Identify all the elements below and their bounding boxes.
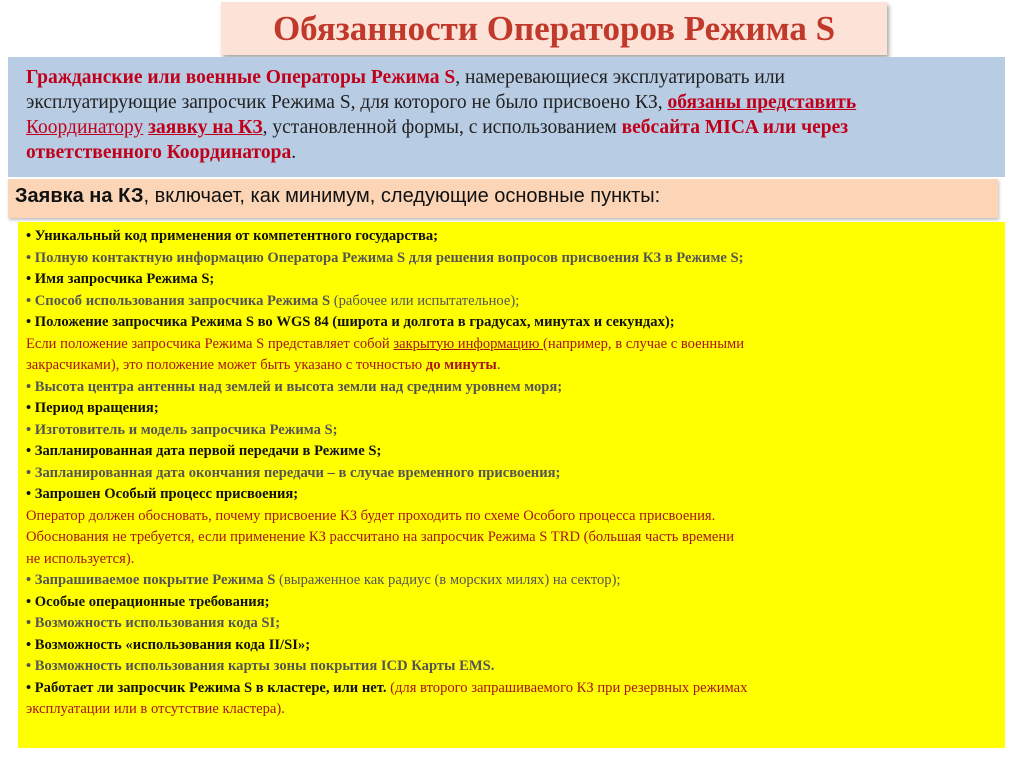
list-item-part: • Работает ли запросчик Режима S в кластере, или нет. xyxy=(26,679,391,696)
list-item: • Изготовитель и модель запросчика Режима S; xyxy=(26,421,338,438)
list-item: • Период вращения; xyxy=(26,400,159,416)
list-item: • Уникальный код применения от компетентного государства; xyxy=(26,228,439,244)
list-note: Обоснования не требуется, если применение КЗ рассчитано на запросчик Режима S TRD (большая часть времени xyxy=(26,529,735,545)
note-part: (например, в случае с военными xyxy=(543,335,745,352)
list-note xyxy=(26,355,997,377)
intro-text-2: эксплуатирующие запросчик Режима S, для которого не было присвоено КЗ, xyxy=(26,92,668,113)
intro-responsible: ответственного Координатора xyxy=(26,142,292,163)
list-item-part: • Запрашиваемое покрытие Режима S xyxy=(26,572,280,588)
requirements-list xyxy=(18,222,1005,748)
intro-paragraph xyxy=(8,57,1005,177)
note-part: закрасчиками), это положение может быть указано с точностью xyxy=(26,357,426,373)
title-box xyxy=(221,2,887,55)
list-note: Оператор должен обосновать, почему присвоение КЗ будет проходить по схеме Особого процесса присвоения. xyxy=(26,507,716,524)
list-item-part: • Способ использования запросчика Режима S xyxy=(26,292,334,309)
list-item-part: (выраженное как радиус (в морских милях) на сектор); xyxy=(279,572,621,588)
intro-text-1: , намеревающиеся эксплуатировать или xyxy=(455,67,785,88)
request-rest: , включает, как минимум, следующие основные пункты: xyxy=(143,185,661,207)
list-item-part: (для второго запрашиваемого КЗ при резервных режимах xyxy=(390,679,748,696)
list-item: • Имя запросчика Режима S; xyxy=(26,271,215,287)
list-note: эксплуатации или в отсутствие кластера). xyxy=(26,701,285,717)
intro-obliged: обязаны представить xyxy=(667,92,857,113)
request-bold: Заявка на КЗ xyxy=(15,185,144,207)
intro-mica: вебсайта MICA или через xyxy=(621,117,849,138)
list-item xyxy=(26,570,997,592)
list-item: • Возможность использования карты зоны покрытия ICD Карты EMS. xyxy=(26,658,495,674)
list-item: • Высота центра антенны над землей и высота земли над средним уровнем моря; xyxy=(26,378,563,395)
note-part: до минуты xyxy=(425,357,497,373)
intro-coordinator: Координатору xyxy=(26,117,144,138)
list-item: • Запланированная дата первой передачи в Режиме S; xyxy=(26,443,382,459)
request-heading xyxy=(8,179,998,218)
list-item: • Положение запросчика Режима S во WGS 84 (широта и долгота в градусах, минутах и секундах); xyxy=(26,314,675,330)
list-item: • Особые операционные требования; xyxy=(26,593,270,610)
list-item xyxy=(26,678,997,700)
list-item: • Запрошен Особый процесс присвоения; xyxy=(26,486,299,502)
note-part: . xyxy=(496,357,501,373)
list-item: • Полную контактную информацию Оператора Режима S для решения вопросов присвоения КЗ в Режиме S; xyxy=(26,249,744,266)
page-title: Обязанности Операторов Режима S xyxy=(272,8,836,48)
intro-operators: Гражданские или военные Операторы Режима S xyxy=(26,67,456,88)
list-item: • Возможность «использования кода II/SI»; xyxy=(26,636,311,653)
list-item: • Запланированная дата окончания передачи – в случае временного присвоения; xyxy=(26,464,561,481)
list-item: • Возможность использования кода SI; xyxy=(26,615,281,631)
list-item xyxy=(26,291,997,313)
intro-period: . xyxy=(291,142,297,163)
intro-request: заявку на КЗ xyxy=(148,117,263,138)
intro-text-3: , установленной формы, с использованием xyxy=(262,117,622,138)
note-part: закрытую информацию xyxy=(393,335,544,352)
note-part: Если положение запросчика Режима S представляет собой xyxy=(26,335,394,352)
list-note xyxy=(26,334,997,356)
list-item-part: (рабочее или испытательное); xyxy=(333,292,520,309)
list-note: не используется). xyxy=(26,550,135,567)
